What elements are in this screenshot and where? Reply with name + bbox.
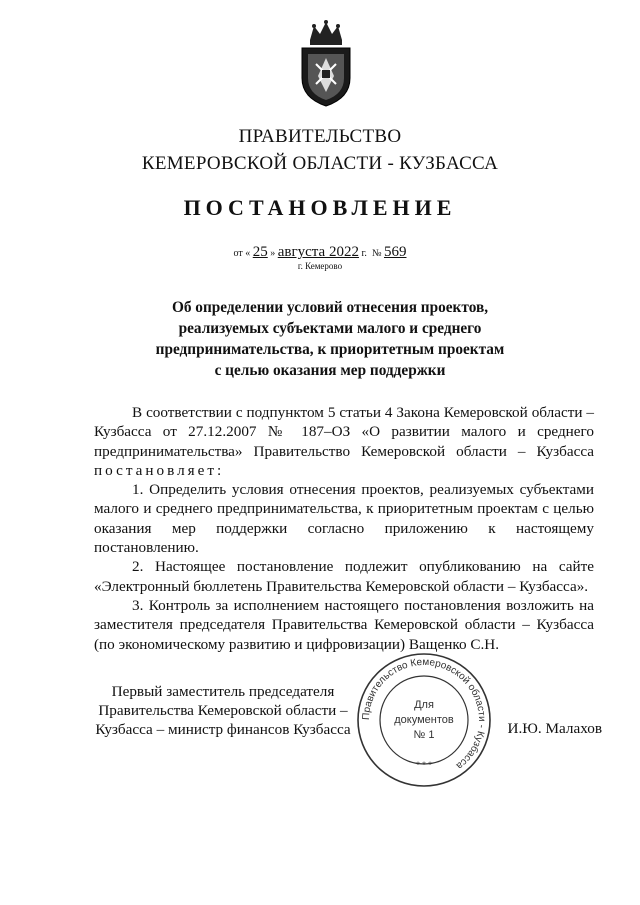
city: г. Кемерово xyxy=(297,261,343,271)
document-number: 569 xyxy=(383,244,407,260)
position-line: Правительства Кемеровской области – xyxy=(98,702,348,719)
document-body xyxy=(94,403,594,654)
date-year-suffix: г. xyxy=(361,248,367,259)
government-name-line1: ПРАВИТЕЛЬСТВО xyxy=(238,126,402,147)
stamp-stars: * * * xyxy=(416,760,432,770)
item-3: 3. Контроль за исполнением настоящего постановления возложить на заместителя председателя Правительства Кемеровской области – Кузбасса (по экономическому развитию и цифровизации) Ващенко С.Н. xyxy=(94,596,594,653)
date-line xyxy=(0,244,640,261)
stamp-center-line3: № 1 xyxy=(413,729,435,741)
stamp-center-line2: документов xyxy=(394,714,454,726)
signatory-position xyxy=(94,682,352,739)
date-day: 25 xyxy=(252,244,268,260)
item-2: 2. Настоящее постановление подлежит опубликованию на сайте «Электронный бюллетень Правительства Кемеровской области – Кузбасса». xyxy=(94,558,594,595)
title-line: Об определении условий отнесения проектов, xyxy=(171,299,489,316)
date-quote-close: » xyxy=(270,248,276,259)
stamp-ring-text: Правительство Кемеровской области - Кузбасса xyxy=(360,656,488,772)
date-prefix: от « xyxy=(233,248,251,259)
title-line: предпринимательства, к приоритетным проектам xyxy=(155,341,505,358)
position-line: Первый заместитель председателя xyxy=(111,683,335,700)
official-stamp xyxy=(354,650,494,790)
number-sign: № xyxy=(371,248,382,259)
document-type: ПОСТАНОВЛЕНИЕ xyxy=(183,195,457,220)
item-1: 1. Определить условия отнесения проектов, реализуемых субъектами малого и среднего предпринимательства, к приоритетным проектам с целью оказания мер поддержки согласно приложению к настоящему постановлению. xyxy=(94,481,594,557)
government-name-line2: КЕМЕРОВСКОЙ ОБЛАСТИ - КУЗБАССА xyxy=(141,153,499,174)
date-month-year: августа 2022 xyxy=(277,244,359,260)
signatory-name: И.Ю. Малахов xyxy=(507,720,602,737)
intro-text: В соответствии с подпунктом 5 статьи 4 Закона Кемеровской области – Кузбасса от 27.12.2007 № 187–ОЗ «О развитии малого и среднего предпринимательства» Правительство Кемеровской области – Кузбасса xyxy=(94,404,594,460)
title-line: с целью оказания мер поддержки xyxy=(214,362,446,379)
position-line: Кузбасса – министр финансов Кузбасса xyxy=(95,721,351,738)
intro-paragraph xyxy=(94,403,594,480)
stamp-center-line1: Для xyxy=(414,699,434,711)
title-line: реализуемых субъектами малого и среднего xyxy=(178,320,482,337)
resolves-word: постановляет: xyxy=(94,461,225,479)
document-title xyxy=(120,297,540,381)
coat-of-arms-icon xyxy=(296,18,356,108)
